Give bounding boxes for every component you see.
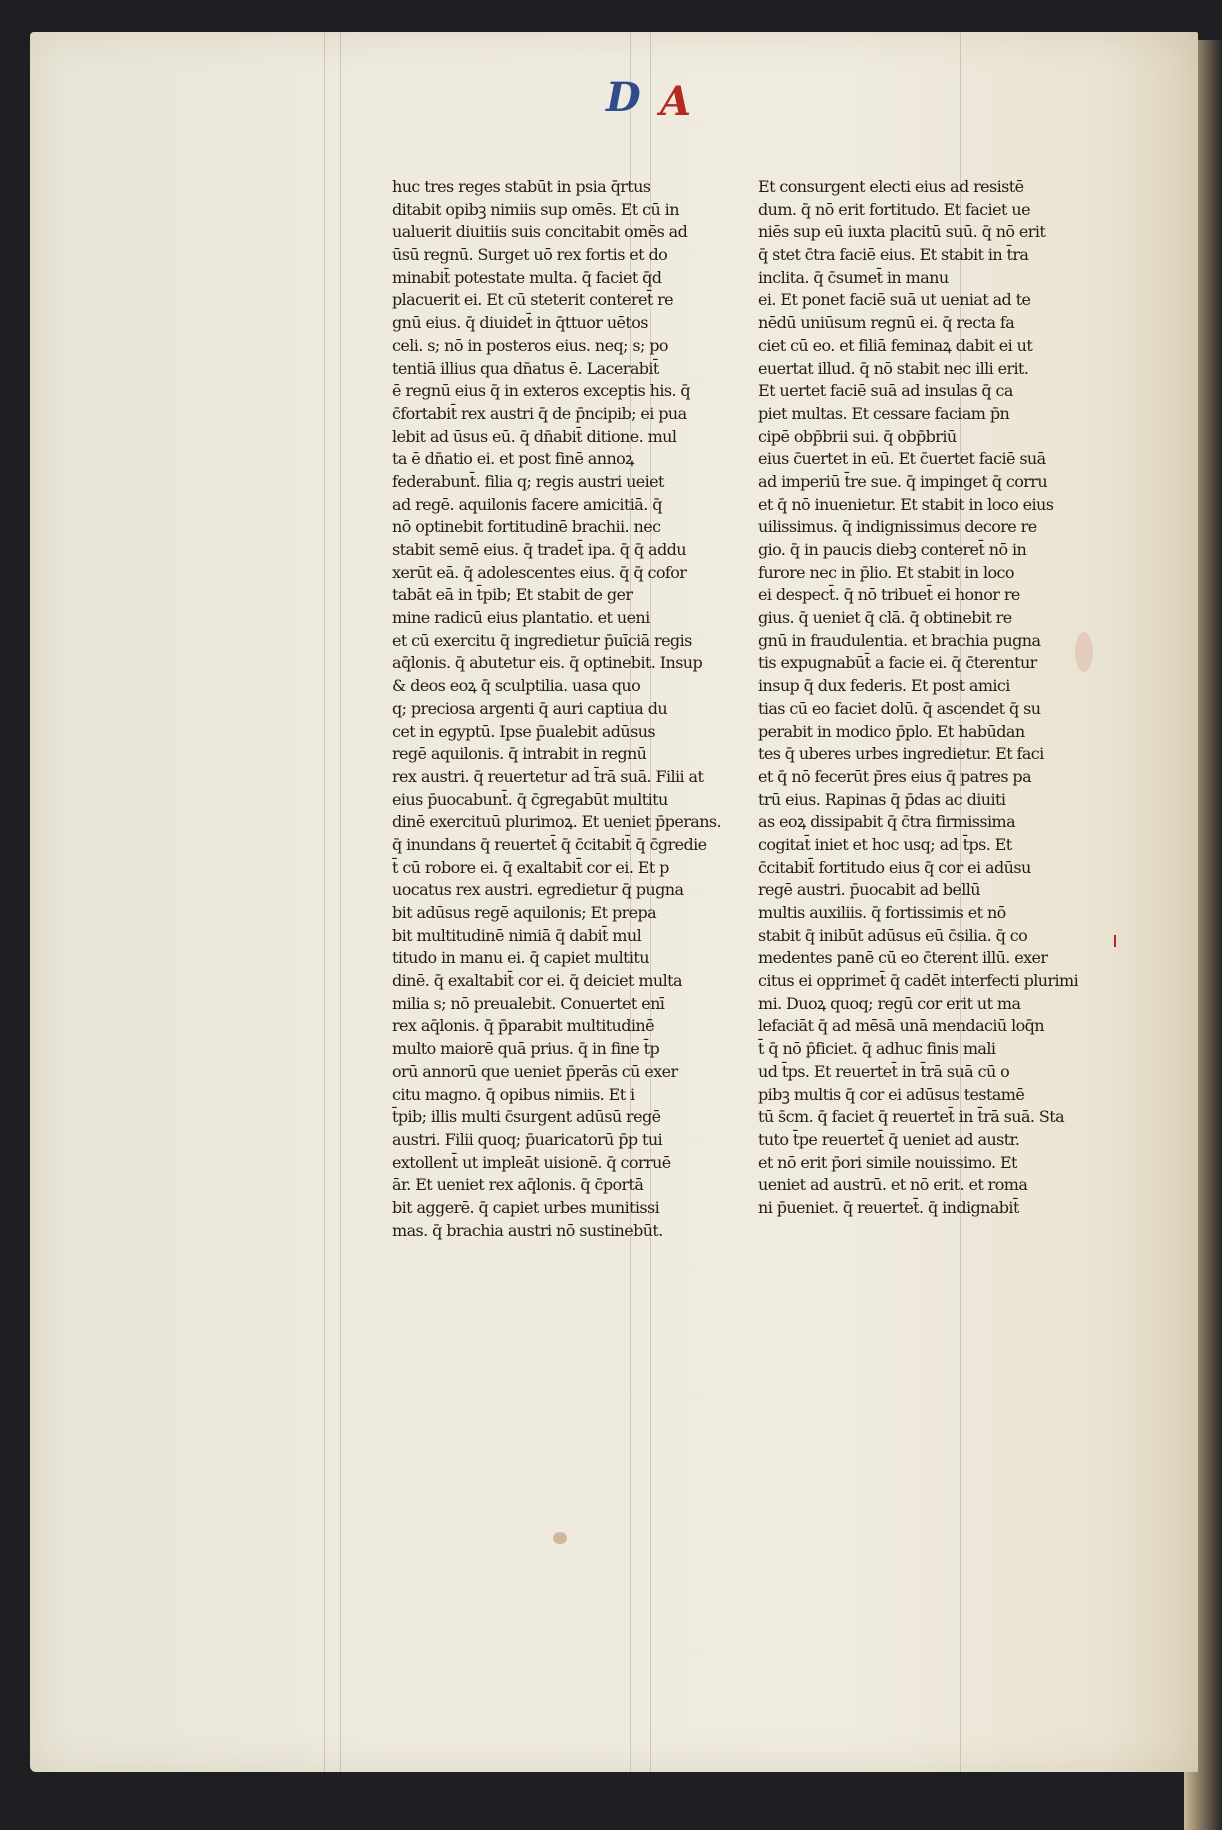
text-line: perabit in modico p̄plo. Et habūdan [758,721,1025,741]
text-line: et nō erit p̄ori simile nouissimo. Et [758,1152,1017,1172]
text-line: cet in egyptū. Ipse p̄ualebit adūsus [392,721,656,741]
text-line: ār. Et ueniet rex aq̄lonis. q̄ c̄portā [392,1175,644,1195]
text-line: nō optinebit fortitudinē brachii. nec [392,517,661,537]
red-margin-mark [1114,935,1116,947]
text-line: minabit̄ potestate multa. q̄ faciet q̄d [392,267,662,287]
text-line: bit aggerē. q̄ capiet urbes munitissi [392,1197,660,1217]
text-line: placuerit ei. Et cū steterit conteret̄ re [392,290,674,310]
text-line: insup q̄ dux federis. Et post amici [758,676,1010,696]
text-line: q̄ inundans q̄ reuertet̄ q̄ c̄citabit̄ q̄ c̄gredie [392,834,707,854]
text-line: dinē exercituū plurimoꝝ. Et ueniet p̄perans. [392,812,722,832]
text-line: aq̄lonis. q̄ abutetur eis. q̄ optinebit. Insup [392,653,703,673]
text-line: ei. Et ponet faciē suā ut ueniat ad te [758,290,1031,310]
text-line: regē austri. p̄uocabit ad bellū [758,880,981,900]
text-line: ueniet ad austrū. et nō erit. et roma [758,1175,1028,1195]
text-line: pibꝫ multis q̄ cor ei adūsus testamē [758,1084,1025,1104]
text-line: ud t̄ps. Et reuertet̄ in t̄rā suā cū o [758,1061,1010,1081]
text-line: milia s; nō preualebit. Conuertet enī [392,993,665,1013]
text-line: cipē obp̄brii sui. q̄ obp̄briū [758,426,957,446]
text-line: cogitat̄ iniet et hoc usq; ad t̄ps. Et [758,834,1012,854]
text-line: as eoꝝ dissipabit q̄ c̄tra firmissima [758,812,1016,832]
text-line: mine radicū eius plantatio. et ueni [392,608,650,628]
text-line: ta ē dn̄atio ei. et post finē annoꝝ [392,449,634,469]
text-line: et q̄ nō fecerūt p̄res eius q̄ patres pa [758,766,1032,786]
text-line: eius p̄uocabunt̄. q̄ c̄gregabūt multitu [392,789,668,809]
text-line: stabit semē eius. q̄ tradet̄ ipa. q̄ q̄ addu [392,540,686,559]
text-line: t̄ cū robore ei. q̄ exaltabit̄ cor ei. Et p [392,857,669,877]
text-line: ditabit opibꝫ nimiis sup omēs. Et cū in [392,199,679,219]
text-line: lefaciāt q̄ ad mēsā unā mendaciū loq̄n [758,1016,1044,1036]
text-line: & deos eoꝝ q̄ sculptilia. uasa quo [392,676,641,696]
text-line: ualuerit diuitiis suis concitabit omēs ad [392,222,688,242]
text-line: titudo in manu ei. q̄ capiet multitu [392,948,649,968]
text-line: t̄ q̄ nō p̄ficiet. q̄ adhuc finis mali [758,1039,996,1059]
text-line: stabit q̄ inibūt adūsus eū c̄silia. q̄ co [758,925,1028,945]
text-line: multis auxiliis. q̄ fortissimis et nō [758,903,1006,922]
text-line: ad imperiū t̄re sue. q̄ impinget q̄ corru [758,471,1048,491]
text-line: niēs sup eū iuxta placitū suū. q̄ nō erit [758,222,1046,242]
text-line: gnū eius. q̄ diuidet̄ in q̄ttuor uētos [392,313,648,333]
text-line: lebit ad ūsus eū. q̄ dn̄abit̄ ditione. mul [392,426,677,446]
text-line: austri. Filii quoq; p̄uaricatorū p̄p tui [392,1129,663,1149]
text-line: regē aquilonis. q̄ intrabit in regnū [392,744,647,764]
text-line: trū eius. Rapinas q̄ p̄das ac diuiti [758,789,1006,809]
text-line: gnū in fraudulentia. et brachia pugna [758,630,1041,650]
text-line: tabāt eā in t̄pib; Et stabit de ger [392,585,633,605]
text-line: tias cū eo faciet dolū. q̄ ascendet q̄ su [758,698,1041,718]
text-line: ciet cū eo. et filiā feminaꝝ dabit ei ut [758,335,1033,355]
text-line: Et consurgent electi eius ad resistē [758,177,1024,196]
text-line: gio. q̄ in paucis diebꝫ conteret̄ nō in [758,540,1027,559]
header-initial-red: A [660,78,692,125]
text-line: ei despect̄. q̄ nō tribuet̄ ei honor re [758,585,1020,605]
text-line: et q̄ nō inuenietur. Et stabit in loco eius [758,494,1054,514]
text-line: uocatus rex austri. egredietur q̄ pugna [392,880,684,900]
text-line: ad regē. aquilonis facere amicitiā. q̄ [392,494,662,514]
text-line: uilissimus. q̄ indignissimus decore re [758,517,1037,537]
text-line: citus ei opprimet̄ q̄ cadēt interfecti plurimi [758,971,1079,991]
text-line: rex austri. q̄ reuertetur ad t̄rā suā. Filii at [392,766,704,786]
text-line: tis expugnabūt̄ a facie ei. q̄ c̄terentur [758,653,1037,673]
text-line: multo maiorē quā prius. q̄ in fine t̄p [392,1039,660,1059]
text-line: huc tres reges stabūt in psia q̄rtus [392,177,651,196]
text-line: inclita. q̄ c̄sumet̄ in manu [758,267,949,287]
ruling-line [340,32,341,1772]
text-line: citu magno. q̄ opibus nimiis. Et i [392,1084,635,1104]
text-line: dinē. q̄ exaltabit̄ cor ei. q̄ deiciet multa [392,971,682,991]
text-line: bit multitudinē nimiā q̄ dabit̄ mul [392,925,642,945]
text-line: Et uertet faciē suā ad insulas q̄ ca [758,381,1013,401]
text-line: rex aq̄lonis. q̄ p̄parabit multitudinē [392,1016,654,1036]
text-line: eius c̄uertet in eū. Et c̄uertet faciē suā [758,449,1046,469]
text-line: federabunt̄. filia q; regis austri ueiet [392,471,664,491]
text-line: extollent̄ ut impleāt uisionē. q̄ corruē [392,1152,671,1172]
header-initial-blue: D [606,74,641,121]
text-line: c̄citabit̄ fortitudo eius q̄ cor ei adūsu [758,857,1031,877]
text-line: euertat illud. q̄ nō stabit nec illi erit. [758,358,1029,378]
left-text-column [392,176,721,1242]
text-line: xerūt eā. q̄ adolescentes eius. q̄ q̄ cofor [392,562,687,582]
text-line: nēdū uniūsum regnū ei. q̄ recta fa [758,313,1015,333]
right-text-column [758,176,1078,1220]
ruling-line [324,32,325,1772]
text-line: celi. s; nō in posteros eius. neq; s; po [392,335,668,355]
text-line: mas. q̄ brachia austri nō sustinebūt. [392,1220,663,1240]
text-line: dum. q̄ nō erit fortitudo. Et faciet ue [758,199,1030,219]
text-line: q; preciosa argenti q̄ auri captiua du [392,698,668,718]
text-line: furore nec in p̄lio. Et stabit in loco [758,562,1014,582]
text-line: piet multas. Et cessare faciam p̄n [758,403,1010,423]
text-line: orū annorū que ueniet p̄perās cū exer [392,1061,678,1081]
text-line: t̄pib; illis multi c̄surgent adūsū regē [392,1107,661,1127]
stain-spot [553,1532,567,1544]
text-line: q̄ stet c̄tra faciē eius. Et stabit in t̄ra [758,245,1029,265]
text-line: tū s̄cm. q̄ faciet q̄ reuertet̄ in t̄rā suā. Sta [758,1107,1065,1127]
text-line: ē regnū eius q̄ in exteros exceptis his. q̄ [392,381,691,401]
text-line: bit adūsus regē aquilonis; Et prepa [392,903,657,922]
text-line: tuto t̄pe reuertet̄ q̄ ueniet ad austr. [758,1129,1020,1149]
text-line: tes q̄ uberes urbes ingredietur. Et faci [758,744,1044,764]
text-line: mi. Duoꝝ quoq; regū cor erit ut ma [758,993,1021,1013]
text-line: gius. q̄ ueniet q̄ clā. q̄ obtinebit re [758,608,1012,628]
text-line: tentiā illius qua dn̄atus ē. Lacerabit̄ [392,358,659,378]
text-line: c̄fortabit̄ rex austri q̄ de p̄ncipib; ei pua [392,403,687,423]
text-line: et cū exercitu q̄ ingredietur p̄uīciā regis [392,630,692,650]
text-line: medentes panē cū eo c̄terent illū. exer [758,948,1048,968]
text-line: ūsū regnū. Surget uō rex fortis et do [392,245,668,265]
text-line: ni p̄ueniet. q̄ reuertet̄. q̄ indignabit̄ [758,1197,1019,1217]
